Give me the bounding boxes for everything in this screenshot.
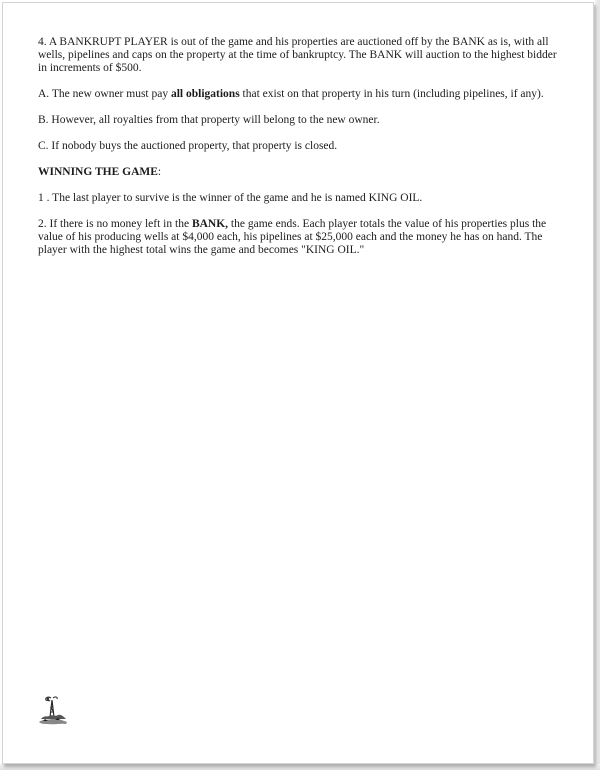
winning-rule-1: 1 . The last player to survive is the winner of the game and he is named KING OIL.	[38, 192, 423, 204]
page-shadow-bottom	[0, 764, 600, 770]
page-shadow-right	[595, 0, 600, 770]
rule-a-text-end: that exist on that property in his turn (including pipelines, if any).	[239, 88, 544, 100]
winning-rule-2-start: 2. If there is no money left in the	[38, 218, 192, 230]
winning-heading-colon: :	[157, 166, 162, 178]
winning-rule-2-end: the game ends. Each player totals the value of his properties plus the value of his producing wells at $4,000 each, his pipelines at $25,000 each and the money he has on hand. The player with the highest total wins the game and becomes "KING OIL."	[38, 218, 547, 256]
winning-heading-text: WINNING THE GAME	[38, 166, 158, 178]
winning-rule-2-bold: BANK,	[191, 218, 229, 230]
rule-b: B. However, all royalties from that property will belong to the new owner.	[38, 114, 380, 126]
bankrupt-player-rule: 4. A BANKRUPT PLAYER is out of the game and his properties are auctioned off by the BANK as is, with all wells, pipelines and caps on the property at the time of bankruptcy. The BANK will auction to the highest bidder in increments of $500.	[38, 36, 557, 74]
winning-rule-2	[38, 218, 558, 257]
rule-a-bold-text: all obligations	[170, 88, 240, 100]
rule-a-text-start: A. The new owner must pay	[38, 88, 171, 100]
oil-derrick-logo-icon	[36, 695, 70, 729]
winning-heading	[38, 166, 558, 179]
rule-a	[38, 88, 558, 101]
rules-text	[38, 36, 558, 270]
rule-c: C. If nobody buys the auctioned property, that property is closed.	[38, 140, 338, 152]
